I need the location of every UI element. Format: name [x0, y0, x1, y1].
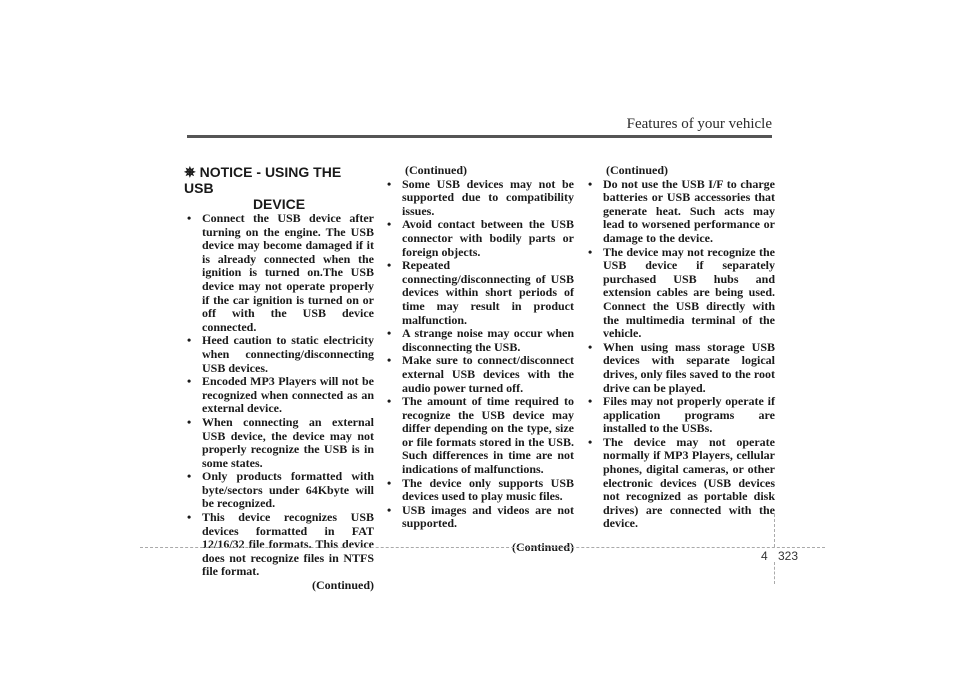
- footer-vertical-divider: [774, 562, 775, 584]
- bullet-item: • Make sure to connect/disconnect external USB devices with the audio power turned off.: [384, 354, 574, 395]
- bullet-item: • Repeated connecting/disconnecting of USB devices within short periods of time may result in product malfunction.: [384, 259, 574, 327]
- bullet-item: • Avoid contact between the USB connector with bodily parts or foreign objects.: [384, 218, 574, 259]
- continued-label: (Continued): [311, 578, 374, 593]
- bullet-item: • A strange noise may occur when disconnecting the USB.: [384, 327, 574, 354]
- header-rule: [187, 135, 772, 138]
- bullet-item: • Connect the USB device after turning on the engine. The USB device may become damaged if it is already connected when the ignition is turned on.The USB device may not operate properly if the car ignition is turned on or off with the USB device connected.: [184, 212, 374, 334]
- bullet-item: • The device may not recognize the USB device if separately purchased USB hubs and extension cables are being used. Connect the USB directly with the multimedia terminal of the vehicle.: [585, 246, 775, 341]
- bullet-item: • Files may not properly operate if application programs are installed to the USBs.: [585, 395, 775, 436]
- notice-heading: [184, 164, 374, 212]
- footer-divider: [140, 547, 825, 548]
- bullet-item: • Only products formatted with byte/sectors under 64Kbyte will be recognized.: [184, 470, 374, 511]
- notice-heading-line2: DEVICE: [252, 196, 306, 212]
- bullet-item: • Some USB devices may not be supported due to compatibility issues.: [384, 178, 574, 219]
- footer-vertical-divider: [774, 514, 775, 547]
- bullet-item: • Heed caution to static electricity when connecting/disconnecting USB devices.: [184, 334, 374, 375]
- bullet-item: • The device only supports USB devices used to play music files.: [384, 477, 574, 504]
- continued-label: (Continued): [606, 163, 669, 177]
- bullet-item: • The amount of time required to recognize the USB device may differ depending on the type, size or file formats stored in the USB. Such differences in time are not indications of malfunctions.: [384, 395, 574, 477]
- page-number: 323: [778, 549, 799, 563]
- continued-label: (Continued): [405, 163, 468, 177]
- bullet-item: • The device may not operate normally if MP3 Players, cellular phones, digital cameras, or other electronic devices (USB devices not recognized as portable disk drives) are connected with the device.: [585, 436, 775, 531]
- continued-label: (Continued): [511, 540, 574, 555]
- column-3: [585, 164, 775, 531]
- bullet-item: • Do not use the USB I/F to charge batteries or USB accessories that generate heat. Such acts may lead to worsened performance or damage to the device.: [585, 178, 775, 246]
- bullet-item: • USB images and videos are not supported.: [384, 504, 574, 531]
- notice-heading-line1: ✵ NOTICE - USING THE USB: [184, 164, 342, 196]
- column-2: [384, 164, 574, 555]
- chapter-number: 4: [761, 549, 768, 563]
- bullet-item: • Encoded MP3 Players will not be recognized when connected as an external device.: [184, 375, 374, 416]
- bullet-item: • When using mass storage USB devices with separate logical drives, only files saved to the root drive can be played.: [585, 341, 775, 395]
- column-1: [184, 164, 374, 593]
- running-header: Features of your vehicle: [626, 116, 772, 132]
- bullet-item: • This device recognizes USB devices formatted in FAT 12/16/32 file formats. This device does not recognize files in NTFS file format.: [184, 511, 374, 579]
- bullet-item: • When connecting an external USB device, the device may not properly recognize the USB is in some states.: [184, 416, 374, 470]
